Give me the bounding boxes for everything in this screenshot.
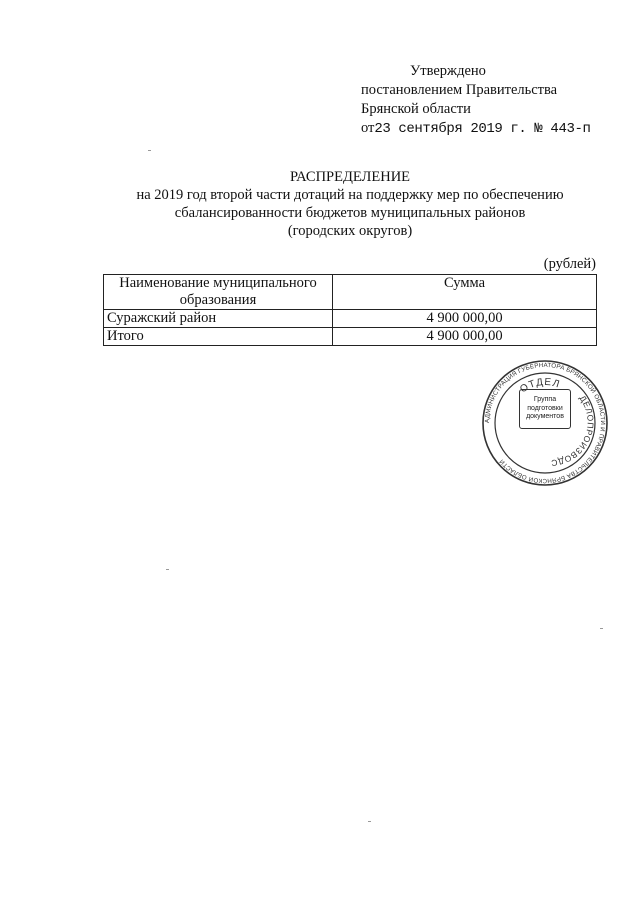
scan-speck [600,628,603,629]
cell-municipality: Суражский район [104,310,333,328]
table-row [104,310,597,328]
approval-date-text: 23 сентября 2019 г. № 443-п [374,121,591,137]
scan-speck [148,150,151,151]
unit-label: (рублей) [543,256,596,272]
document-subtitle-line-1: на 2019 год второй части дотаций на поддержку мер по обеспечению [136,187,564,203]
cell-total-label: Итого [104,328,333,346]
stamp-bottom-word: ДЕЛОПРОИЗВОДС [550,393,596,469]
distribution-table [103,274,597,346]
header-amount: Сумма [333,275,597,310]
stamp-center-line-3: документов [526,413,564,421]
table-row-total [104,328,597,346]
header-municipality: Наименование муниципального образования [104,275,333,310]
cell-amount: 4 900 000,00 [333,310,597,328]
approval-block [361,62,621,139]
official-stamp [480,358,610,488]
document-heading [90,168,610,240]
approval-line-1: Утверждено [410,63,486,79]
approval-date-line [361,119,621,139]
approval-line-2: постановлением Правительства [361,82,558,98]
stamp-center-box [519,389,571,429]
document-title: РАСПРЕДЕЛЕНИЕ [289,169,411,185]
table-header-row [104,275,597,310]
stamp-center-line-2: подготовки [527,404,563,412]
document-subtitle-line-3: (городских округов) [287,223,413,239]
stamp-ring-text: АДМИНИСТРАЦИЯ ГУБЕРНАТОРА БРЯНСКОЙ ОБЛАСТИ И ПРАВИТЕЛЬСТВА БРЯНСКОЙ ОБЛАСТИ [483,361,607,485]
cell-total-amount: 4 900 000,00 [333,328,597,346]
stamp-center-line-1: Группа [533,396,557,404]
scan-speck [368,821,371,822]
document-subtitle-line-2: сбалансированности бюджетов муниципальных районов [174,205,526,221]
approval-line-3: Брянской области [361,101,471,117]
stamp-top-word: ОТДЕЛ [518,376,562,396]
approval-date-prefix: от [361,120,375,136]
scan-speck [166,569,169,570]
